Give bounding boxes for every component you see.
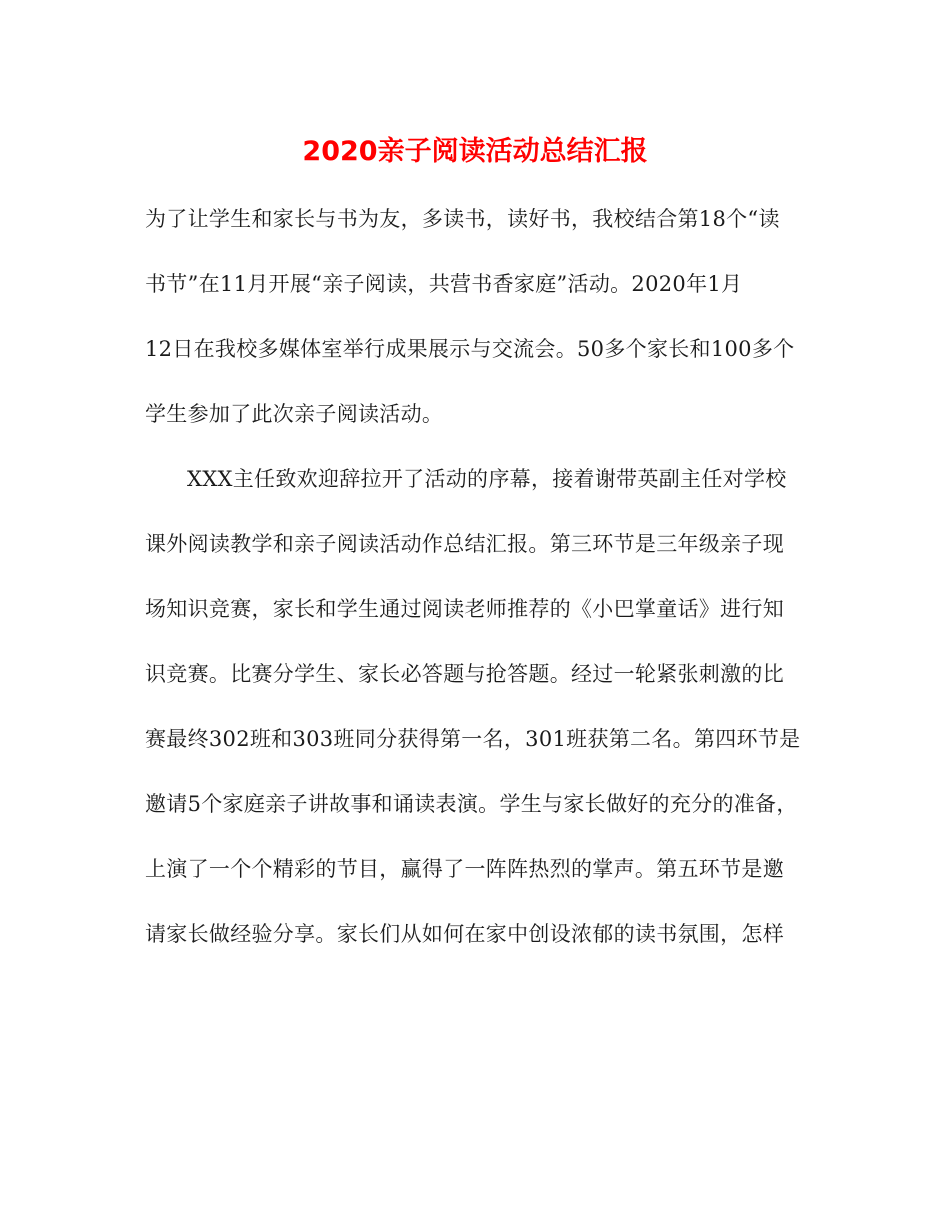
paragraph-2-line-6: 邀请5个家庭亲子讲故事和诵读表演。学生与家长做好的充分的准备， (145, 792, 798, 816)
paragraph-1-line-2: 书节”在11月开展“亲子阅读，共营书香家庭”活动。2020年1月 (145, 272, 743, 296)
paragraph-2-line-8: 请家长做经验分享。家长们从如何在家中创设浓郁的读书氛围，怎样 (145, 922, 784, 946)
document-title: 2020亲子阅读活动总结汇报 (302, 136, 648, 167)
paragraph-2-line-1: XXX主任致欢迎辞拉开了活动的序幕，接着谢带英副主任对学校 (187, 467, 787, 491)
document-body (145, 187, 810, 967)
paragraph-2-line-2: 课外阅读教学和亲子阅读活动作总结汇报。第三环节是三年级亲子现 (145, 532, 784, 556)
paragraph-1-line-3: 12日在我校多媒体室举行成果展示与交流会。50多个家长和100多个 (145, 337, 795, 361)
paragraph-2-line-4: 识竞赛。比赛分学生、家长必答题与抢答题。经过一轮紧张刺激的比 (145, 662, 784, 686)
paragraph-1-line-4: 学生参加了此次亲子阅读活动。 (145, 402, 444, 426)
paragraph-2-line-5: 赛最终302班和303班同分获得第一名，301班获第二名。第四环节是 (145, 727, 801, 751)
paragraph-2-line-3: 场知识竞赛，家长和学生通过阅读老师推荐的《小巴掌童话》进行知 (145, 597, 784, 621)
paragraph-2-line-7: 上演了一个个精彩的节目，赢得了一阵阵热烈的掌声。第五环节是邀 (145, 857, 784, 881)
paragraph-1-line-1: 为了让学生和家长与书为友，多读书，读好书，我校结合第18个“读 (145, 207, 780, 231)
